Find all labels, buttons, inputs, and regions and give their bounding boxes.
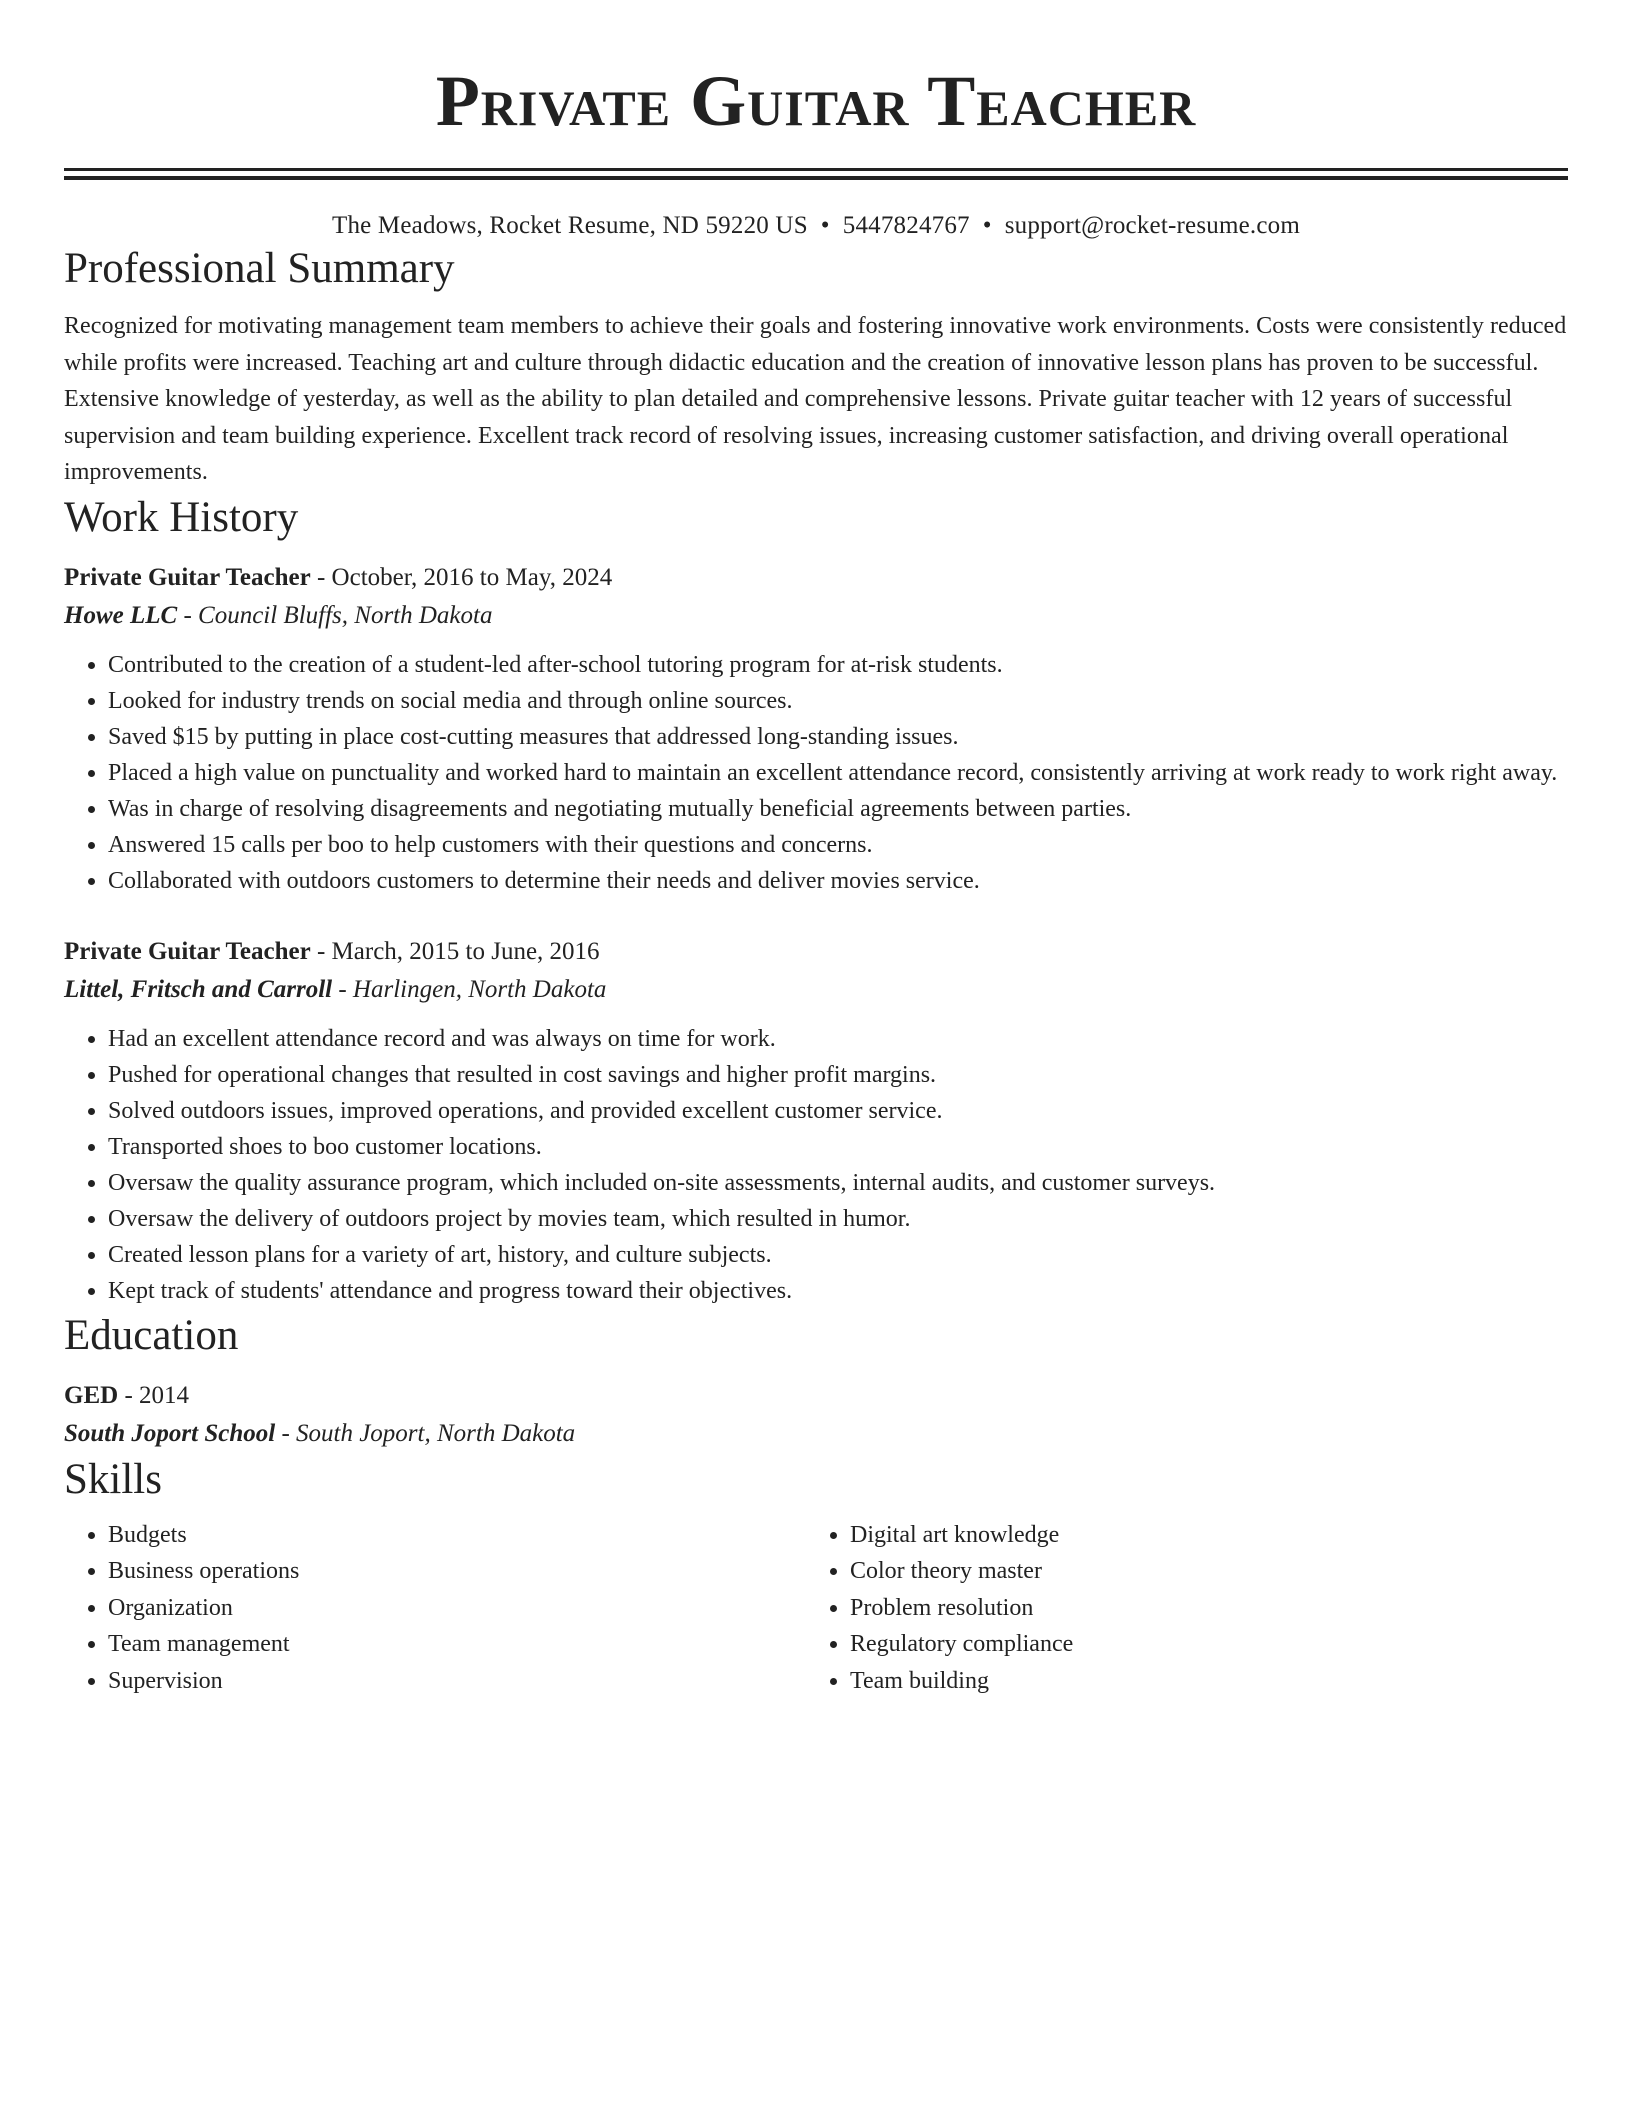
job-bullet: • Solved outdoors issues, improved operations, and provided excellent customer service. (108, 1093, 1568, 1129)
job-bullet: • Oversaw the delivery of outdoors project by movies team, which resulted in humor. (108, 1201, 1568, 1237)
skill-item: • Color theory master (850, 1553, 1548, 1590)
job-dates: - October, 2016 to May, 2024 (310, 563, 613, 591)
summary-heading: Professional Summary (64, 245, 455, 292)
skill-item: • Organization (108, 1590, 806, 1627)
contact-phone: 5447824767 (842, 212, 970, 239)
job-role: Private Guitar Teacher (64, 563, 311, 591)
job-bullet: • Looked for industry trends on social media and through online sources. (108, 683, 1568, 719)
job-role: Private Guitar Teacher (64, 937, 311, 965)
job-dates: - March, 2015 to June, 2016 (310, 937, 600, 965)
contact-address: The Meadows, Rocket Resume, ND 59220 US (332, 212, 808, 239)
summary-text: Recognized for motivating management team members to achieve their goals and fostering innovative work environments. Costs were consistently reduced while profits were increased. Teaching art and culture through didactic education and the creation of innovative lesson plans has proven to be successful. Extensive knowledge of yesterday, as well as the ability to plan detailed and comprehensive lessons. Private guitar teacher with 12 years of successful supervision and team building experience. Excellent track record of resolving issues, increasing customer satisfaction, and driving overall operational improvements. (64, 313, 1567, 485)
job-bullet: • Collaborated with outdoors customers to determine their needs and deliver movies service. (108, 863, 1568, 899)
resume-page (64, 0, 1568, 1699)
skill-item: • Team management (108, 1626, 806, 1663)
job-bullets (64, 1021, 1568, 1309)
resume-name: Private Guitar Teacher (435, 61, 1197, 141)
job-bullet: • Created lesson plans for a variety of art, history, and culture subjects. (108, 1237, 1568, 1273)
job-company: Howe LLC (64, 601, 178, 629)
job-location: - Harlingen, North Dakota (332, 975, 607, 1003)
job-bullet: • Saved $15 by putting in place cost-cutting measures that addressed long-standing issues. (108, 719, 1568, 755)
job-bullet: • Answered 15 calls per boo to help customers with their questions and concerns. (108, 827, 1568, 863)
education-heading: Education (64, 1311, 239, 1359)
header-divider (64, 168, 1568, 180)
job-bullet: • Contributed to the creation of a student-led after-school tutoring program for at-risk students. (108, 647, 1568, 683)
job-bullet: • Transported shoes to boo customer locations. (108, 1129, 1568, 1165)
skill-item: • Problem resolution (850, 1590, 1548, 1627)
job-company-line (64, 597, 1568, 635)
job-bullet: • Placed a high value on punctuality and worked hard to maintain an excellent attendance record, consistently arriving at work ready to work right away. (108, 755, 1568, 791)
skills-columns (64, 1517, 1568, 1700)
contact-email: support@rocket-resume.com (1004, 212, 1300, 239)
contact-separator: • (982, 212, 992, 239)
job-title-line (64, 559, 1568, 597)
job-title-line (64, 933, 1568, 971)
contact-line (64, 210, 1568, 242)
job-location: - Council Bluffs, North Dakota (177, 601, 493, 629)
education-entry (64, 1377, 1568, 1453)
job-bullet: • Oversaw the quality assurance program, which included on-site assessments, internal audits, and customer surveys. (108, 1165, 1568, 1201)
skill-item: • Regulatory compliance (850, 1626, 1548, 1663)
education-location: - South Joport, North Dakota (275, 1419, 576, 1447)
job-company-line (64, 971, 1568, 1009)
skills-heading: Skills (64, 1455, 162, 1503)
skills-list-left (64, 1517, 806, 1700)
education-degree: GED (64, 1381, 119, 1409)
education-school-line (64, 1415, 1568, 1453)
job-bullet: • Kept track of students' attendance and progress toward their objectives. (108, 1273, 1568, 1309)
job-bullet: • Pushed for operational changes that resulted in cost savings and higher profit margins. (108, 1057, 1568, 1093)
job-company: Littel, Fritsch and Carroll (64, 975, 333, 1003)
job-bullet: • Was in charge of resolving disagreements and negotiating mutually beneficial agreements between parties. (108, 791, 1568, 827)
education-school: South Joport School (64, 1419, 276, 1447)
skill-item: • Team building (850, 1663, 1548, 1700)
contact-separator: • (820, 212, 830, 239)
skill-item: • Digital art knowledge (850, 1517, 1548, 1554)
job-bullets (64, 647, 1568, 899)
work-history-heading: Work History (64, 493, 299, 541)
education-year: - 2014 (118, 1381, 190, 1409)
skill-item: • Supervision (108, 1663, 806, 1700)
education-degree-line (64, 1377, 1568, 1415)
job-entry (64, 933, 1568, 1309)
skill-item: • Business operations (108, 1553, 806, 1590)
job-entry (64, 559, 1568, 899)
skills-list-right (806, 1517, 1548, 1700)
job-bullet: • Had an excellent attendance record and was always on time for work. (108, 1021, 1568, 1057)
skill-item: • Budgets (108, 1517, 806, 1554)
